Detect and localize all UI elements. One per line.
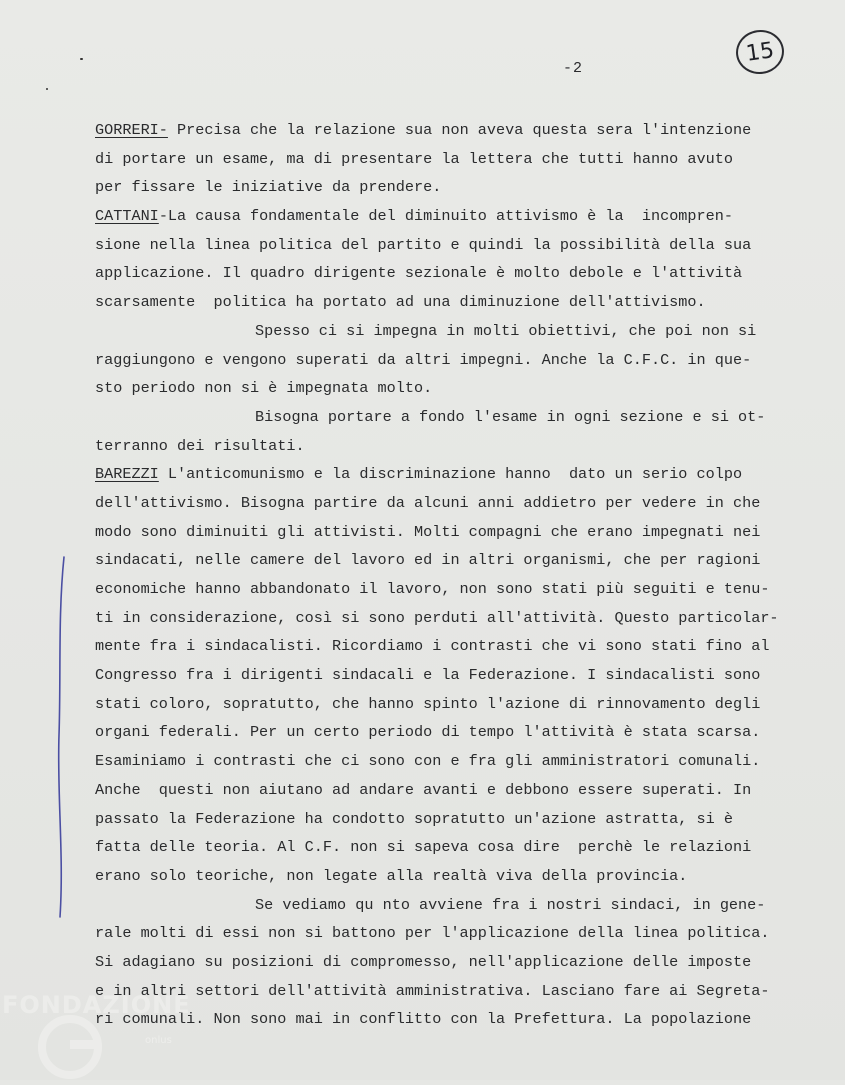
text-line bbox=[95, 259, 835, 288]
line-text: di portare un esame, ma di presentare la lettera che tutti hanno avuto bbox=[95, 149, 733, 168]
line-text: raggiungono e vengono superati da altri impegni. Anche la C.F.C. in que- bbox=[95, 350, 752, 369]
text-line bbox=[95, 948, 835, 977]
text-line bbox=[95, 403, 835, 432]
watermark-subtitle: onlus bbox=[145, 1035, 172, 1046]
text-line bbox=[95, 661, 835, 690]
text-line bbox=[95, 460, 835, 489]
line-text: per fissare le iniziative da prendere. bbox=[95, 178, 442, 197]
page-number: -2 bbox=[563, 60, 584, 77]
text-line bbox=[95, 546, 835, 575]
line-text: sione nella linea politica del partito e quindi la possibilità della sua bbox=[95, 235, 752, 254]
text-line bbox=[95, 690, 835, 719]
line-text: Congresso fra i dirigenti sindacali e la Federazione. I sindacalisti sono bbox=[95, 666, 761, 685]
ink-speck bbox=[46, 88, 48, 90]
line-text: fatta delle teoria. Al C.F. non si sapeva cosa dire perchè le relazioni bbox=[95, 838, 752, 857]
line-text: sindacati, nelle camere del lavoro ed in altri organismi, che per ragioni bbox=[95, 551, 761, 570]
line-text: ti in considerazione, così si sono perduti all'attività. Questo particolar- bbox=[95, 608, 779, 627]
text-line bbox=[95, 288, 835, 317]
text-line bbox=[95, 518, 835, 547]
watermark-title: FONDAZIONE bbox=[2, 991, 191, 1019]
line-text: Precisa che la relazione sua non aveva questa sera l'intenzione bbox=[167, 121, 752, 139]
line-text: Esaminiamo i contrasti che ci sono con e fra gli amministratori comunali. bbox=[95, 752, 761, 771]
line-text: sto periodo non si è impegnata molto. bbox=[95, 379, 433, 398]
archive-watermark bbox=[0, 985, 230, 1080]
line-text: mente fra i sindacalisti. Ricordiamo i contrasti che vi sono stati fino al bbox=[95, 637, 770, 656]
text-line bbox=[95, 432, 835, 461]
line-text: stati coloro, sopratutto, che hanno spinto l'azione di rinnovamento degli bbox=[95, 694, 761, 713]
line-text: Se vediamo qu nto avviene fra i nostri sindaci, in gene- bbox=[255, 895, 766, 914]
text-line bbox=[95, 862, 835, 891]
line-text: erano solo teoriche, non legate alla realtà viva della provincia. bbox=[95, 866, 688, 885]
line-text: -La causa fondamentale del diminuito attivismo è la incompren- bbox=[158, 207, 733, 226]
text-line bbox=[95, 145, 835, 174]
speaker-name: CATTANI bbox=[95, 207, 159, 226]
line-text: economiche hanno abbandonato il lavoro, non sono stati più seguiti e tenu- bbox=[95, 580, 770, 598]
text-line bbox=[95, 173, 835, 202]
text-line bbox=[95, 489, 835, 518]
line-text: e in altri settori dell'attività amministrativa. Lasciano fare ai Segreta- bbox=[95, 981, 770, 1000]
text-line bbox=[95, 116, 835, 145]
text-line bbox=[95, 374, 835, 403]
text-line bbox=[95, 632, 835, 661]
text-line bbox=[95, 891, 835, 920]
text-line bbox=[95, 346, 835, 375]
line-text: Si adagiano su posizioni di compromesso, nell'applicazione delle imposte bbox=[95, 952, 752, 971]
margin-pen-mark bbox=[52, 555, 72, 920]
line-text: dell'attivismo. Bisogna partire da alcuni anni addietro per vedere in che bbox=[95, 493, 761, 512]
text-line bbox=[95, 575, 835, 604]
line-text: Spesso ci si impegna in molti obiettivi, che poi non si bbox=[255, 321, 757, 340]
text-line bbox=[95, 317, 835, 346]
typed-text-body bbox=[95, 116, 835, 1034]
text-line bbox=[95, 805, 835, 834]
text-line bbox=[95, 718, 835, 747]
line-text: Bisogna portare a fondo l'esame in ogni sezione e si ot- bbox=[255, 407, 766, 426]
text-line bbox=[95, 833, 835, 862]
speaker-name: GORRERI- bbox=[95, 121, 168, 139]
line-text: L'anticomunismo e la discriminazione hanno dato un serio colpo bbox=[158, 465, 743, 484]
text-line bbox=[95, 231, 835, 260]
speaker-name: BAREZZI bbox=[95, 465, 159, 484]
text-line bbox=[95, 747, 835, 776]
text-line bbox=[95, 604, 835, 633]
line-text: ri comunali. Non sono mai in conflitto con la Prefettura. La popolazione bbox=[95, 1010, 752, 1029]
line-text: rale molti di essi non si battono per l'applicazione della linea politica. bbox=[95, 924, 770, 943]
line-text: applicazione. Il quadro dirigente sezionale è molto debole e l'attività bbox=[95, 264, 743, 283]
line-text: passato la Federazione ha condotto sopratutto un'azione astratta, si è bbox=[95, 809, 733, 828]
text-line bbox=[95, 919, 835, 948]
handwritten-page-number: 15 bbox=[733, 27, 787, 77]
line-text: modo sono diminuiti gli attivisti. Molti compagni che erano impegnati nei bbox=[95, 522, 761, 541]
text-line bbox=[95, 202, 835, 231]
line-text: scarsamente politica ha portato ad una diminuzione dell'attivismo. bbox=[95, 293, 706, 312]
line-text: organi federali. Per un certo periodo di tempo l'attività è stata scarsa. bbox=[95, 723, 761, 742]
text-line bbox=[95, 776, 835, 805]
ink-speck bbox=[80, 58, 83, 60]
line-text: terranno dei risultati. bbox=[95, 436, 305, 455]
line-text: Anche questi non aiutano ad andare avanti e debbono essere superati. In bbox=[95, 780, 752, 799]
